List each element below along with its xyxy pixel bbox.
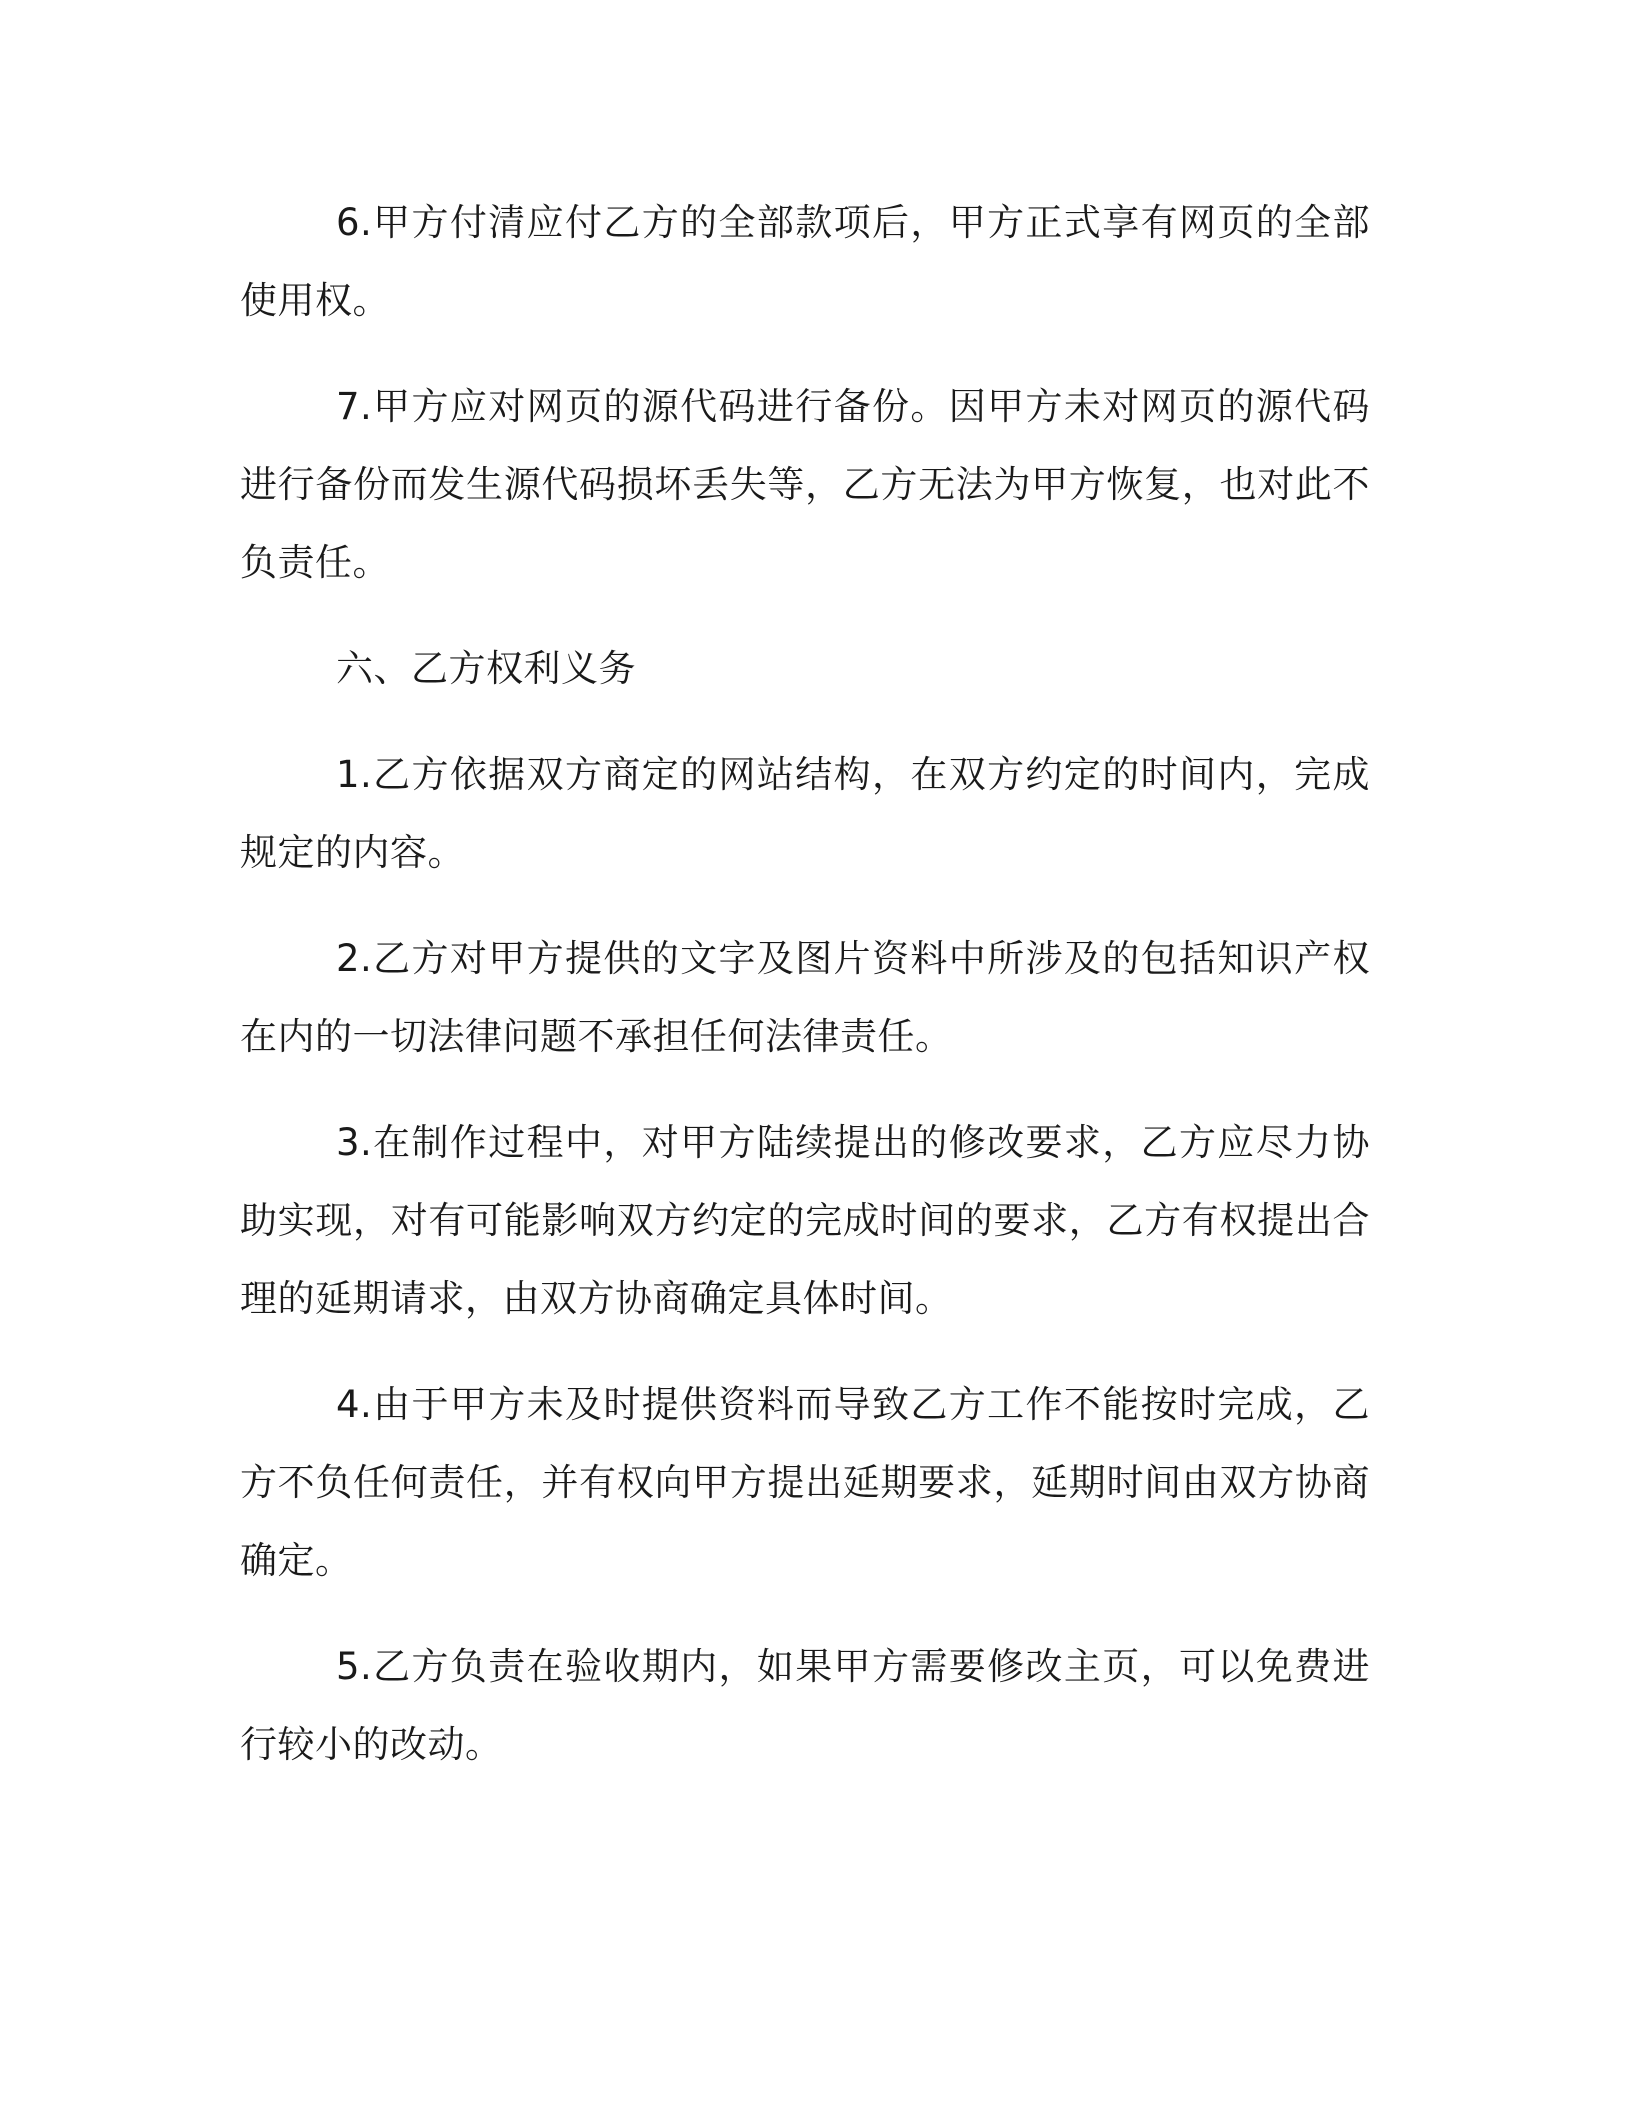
paragraph-clause-7: 7.甲方应对网页的源代码进行备份。因甲方未对网页的源代码进行备份而发生源代码损坏丢失等，乙方无法为甲方恢复，也对此不负责任。 xyxy=(240,385,1370,584)
paragraph-clause-5: 5.乙方负责在验收期内，如果甲方需要修改主页，可以免费进行较小的改动。 xyxy=(240,1645,1370,1766)
document-body xyxy=(240,184,1370,1812)
paragraph-clause-3: 3.在制作过程中，对甲方陆续提出的修改要求，乙方应尽力协助实现，对有可能影响双方约定的完成时间的要求，乙方有权提出合理的延期请求，由双方协商确定具体时间。 xyxy=(240,1121,1370,1320)
paragraph-clause-2: 2.乙方对甲方提供的文字及图片资料中所涉及的包括知识产权在内的一切法律问题不承担任何法律责任。 xyxy=(240,937,1370,1058)
paragraph-clause-4: 4.由于甲方未及时提供资料而导致乙方工作不能按时完成，乙方不负任何责任，并有权向甲方提出延期要求，延期时间由双方协商确定。 xyxy=(240,1383,1370,1582)
section-heading: 六、乙方权利义务 xyxy=(336,647,636,690)
paragraph-clause-6: 6.甲方付清应付乙方的全部款项后，甲方正式享有网页的全部使用权。 xyxy=(240,201,1370,322)
paragraph-clause-1: 1.乙方依据双方商定的网站结构，在双方约定的时间内，完成规定的内容。 xyxy=(240,753,1370,874)
